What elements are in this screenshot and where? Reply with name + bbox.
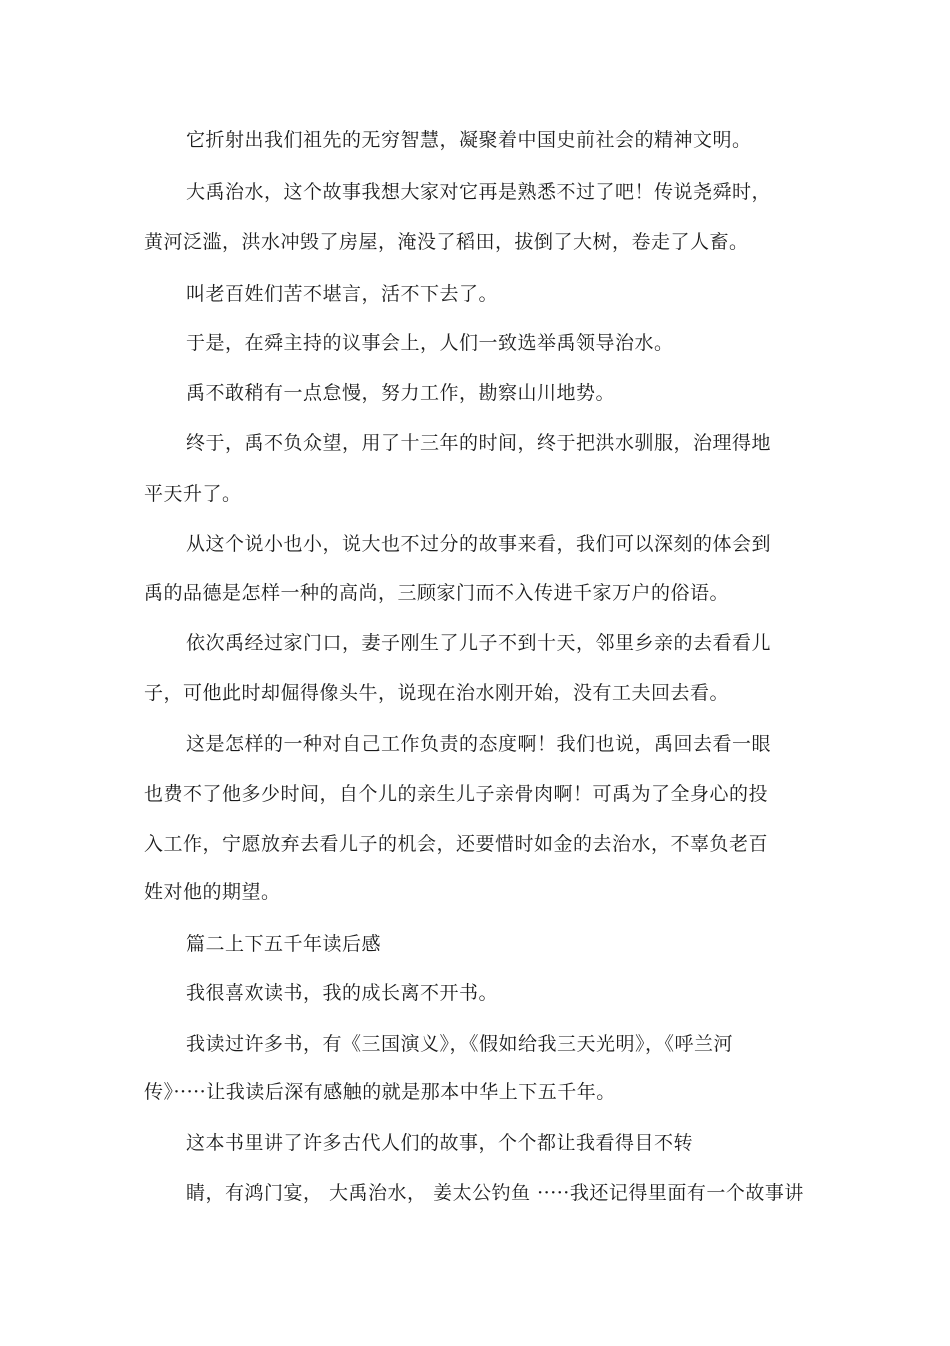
text-line: 我读过许多书，有《三国演义》，《假如给我三天光明》，《呼兰河 [186,1033,734,1055]
text-line: 这是怎样的一种对自己工作负责的态度啊！我们也说，禹回去看一眼 [186,733,772,755]
text-line: 入工作，宁愿放弃去看儿子的机会，还要惜时如金的去治水，不辜负老百 [144,833,769,855]
text-line: 于是，在舜主持的议事会上，人们一致选举禹领导治水。 [186,332,674,354]
text-line: 平天升了。 [144,483,242,505]
text-line: 依次禹经过家门口，妻子刚生了儿子不到十天，邻里乡亲的去看看儿 [186,632,772,654]
text-line: 姓对他的期望。 [144,881,281,903]
text-line: 禹不敢稍有一点怠慢，努力工作，勘察山川地势。 [186,382,616,404]
text-line: 叫老百姓们苦不堪言，活不下去了。 [186,283,499,305]
text-line: 这本书里讲了许多古代人们的故事，个个都让我看得目不转 [186,1132,694,1154]
text-line: 也费不了他多少时间，自个儿的亲生儿子亲骨肉啊！可禹为了全身心的投 [144,783,769,805]
text-line: 子，可他此时却倔得像头牛，说现在治水刚开始，没有工夫回去看。 [144,682,730,704]
text-line: 它折射出我们祖先的无穷智慧，凝聚着中国史前社会的精神文明。 [186,129,752,151]
text-line: 传》·····让我读后深有感触的就是那本中华上下五千年。 [144,1081,616,1103]
section-heading: 篇二上下五千年读后感 [186,933,382,955]
text-line: 终于，禹不负众望，用了十三年的时间，终于把洪水驯服，治理得地 [186,432,772,454]
text-line: 睛，有鸿门宴， 大禹治水， 姜太公钓鱼 ·····我还记得里面有一个故事讲 [186,1182,804,1204]
text-line: 禹的品德是怎样一种的高尚，三顾家门而不入传进千家万户的俗语。 [144,582,730,604]
text-line: 大禹治水，这个故事我想大家对它再是熟悉不过了吧！传说尧舜时， [186,181,772,203]
text-line: 从这个说小也小，说大也不过分的故事来看，我们可以深刻的体会到 [186,533,772,555]
text-line: 我很喜欢读书，我的成长离不开书。 [186,982,499,1004]
text-line: 黄河泛滥，洪水冲毁了房屋，淹没了稻田，拔倒了大树，卷走了人畜。 [144,231,749,253]
